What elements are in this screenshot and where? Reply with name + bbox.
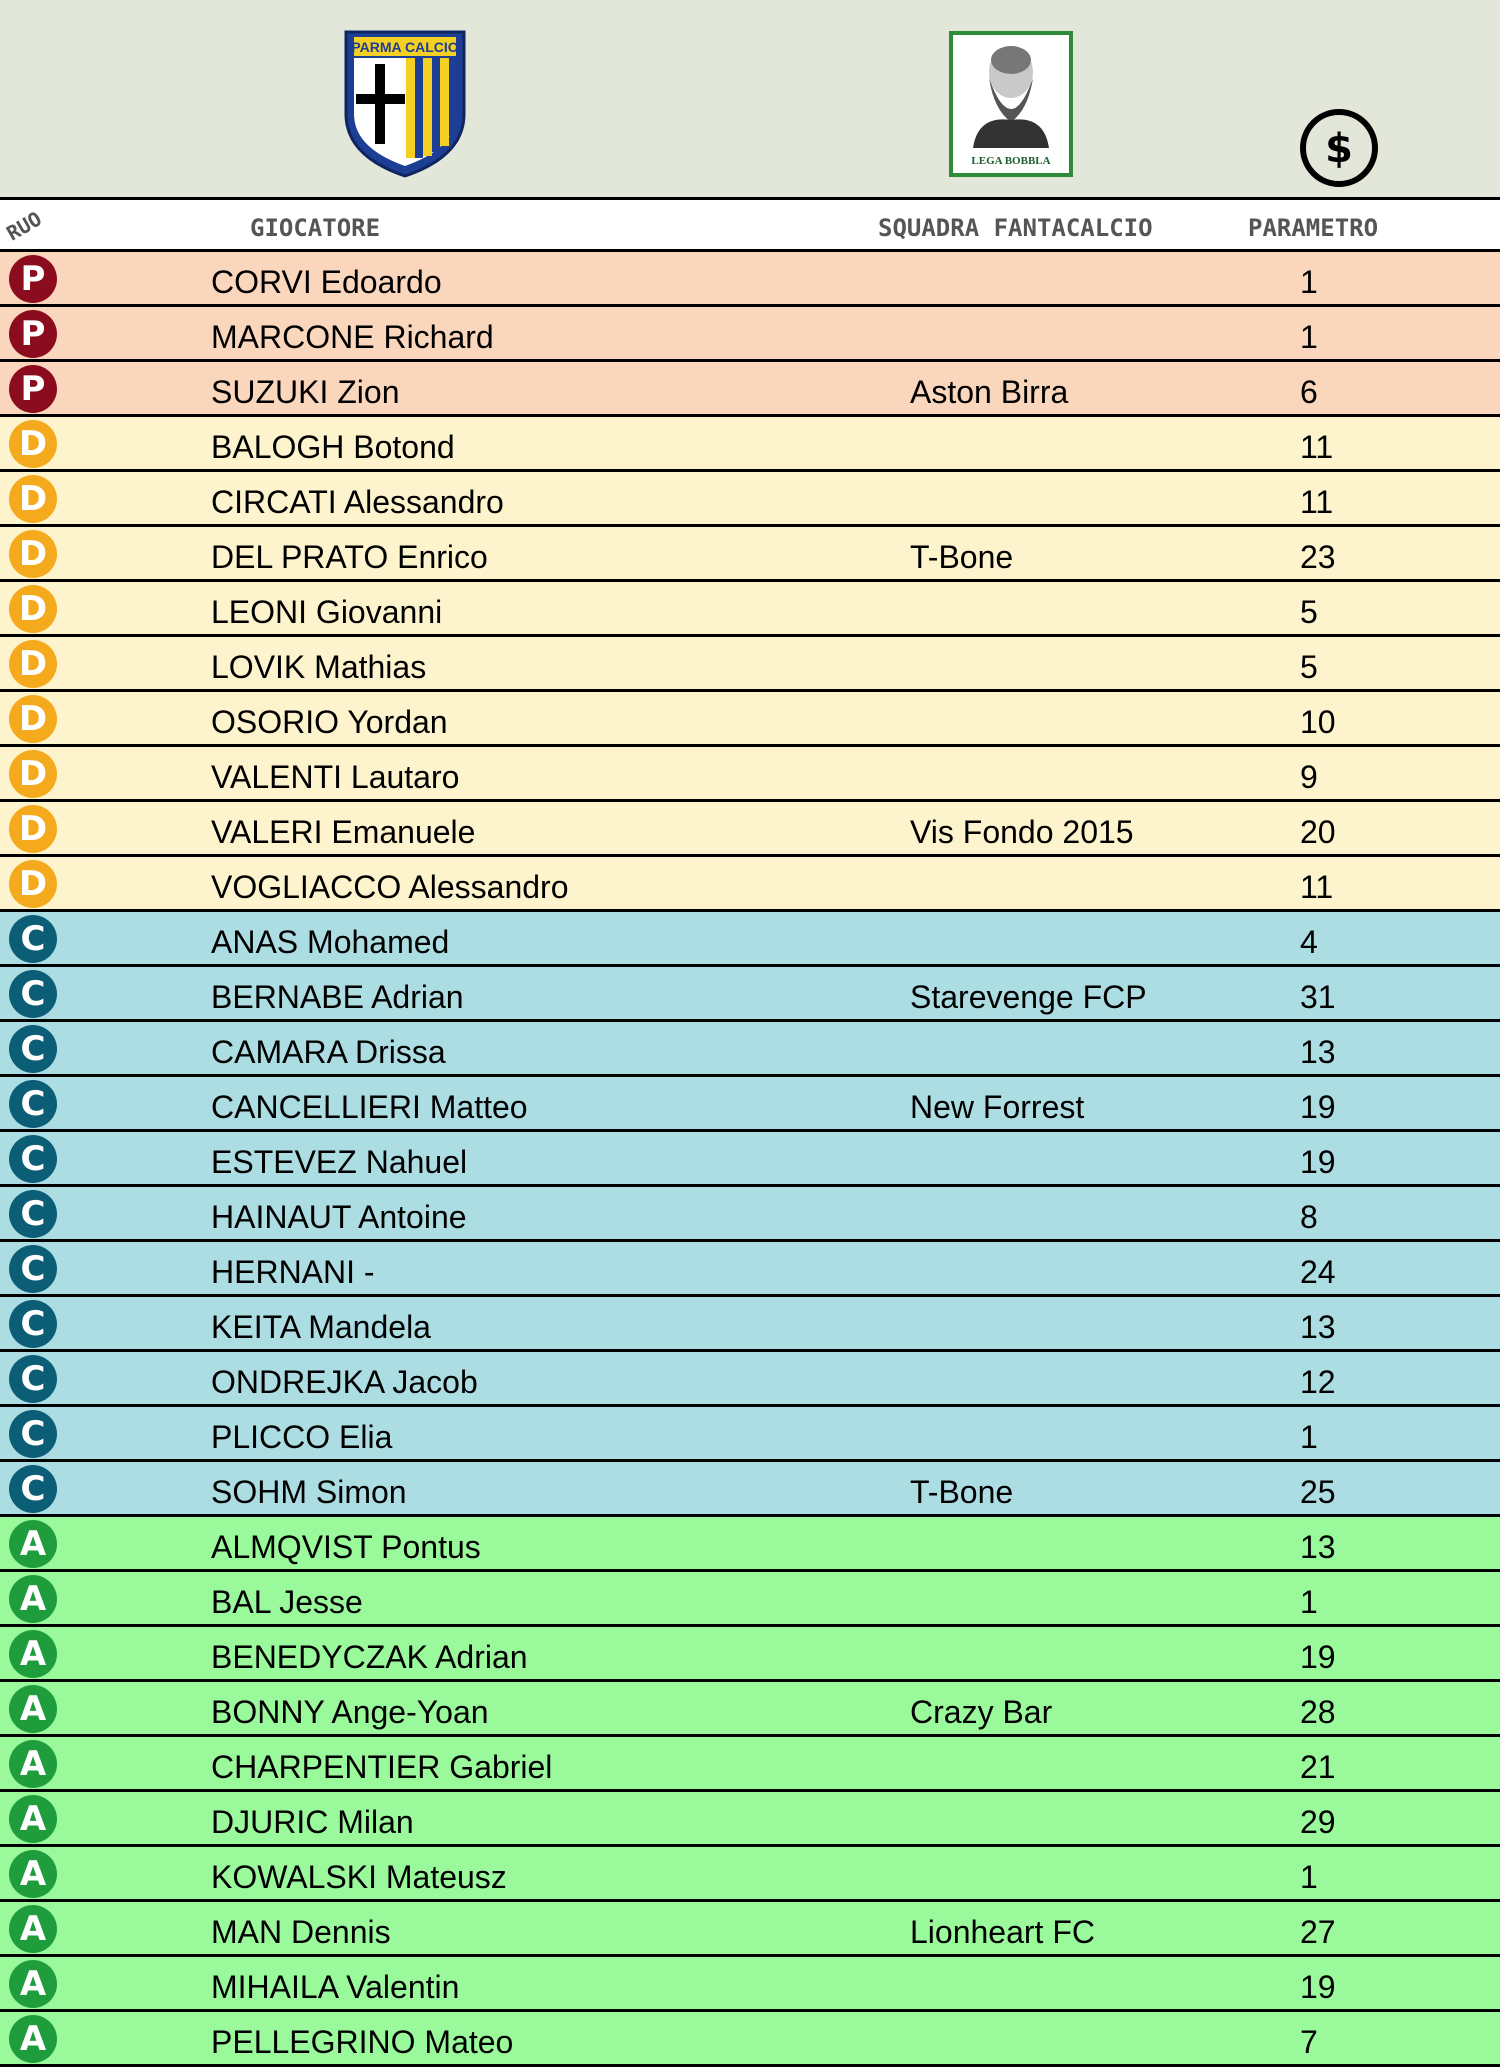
player-parametro: 21: [1300, 1749, 1336, 1785]
player-name: KEITA Mandela: [211, 1309, 431, 1345]
player-parametro: 6: [1300, 374, 1318, 410]
player-name: HERNANI -: [211, 1254, 375, 1290]
player-parametro: 28: [1300, 1694, 1336, 1730]
player-name: PELLEGRINO Mateo: [211, 2024, 514, 2060]
fanta-team: Crazy Bar: [910, 1694, 1053, 1730]
player-parametro: 27: [1300, 1914, 1336, 1950]
table-row[interactable]: [0, 2012, 1500, 2067]
role-badge: C: [9, 1410, 57, 1458]
role-badge: C: [9, 1135, 57, 1183]
table-row[interactable]: [0, 1462, 1500, 1517]
player-name: BERNABE Adrian: [211, 979, 464, 1015]
player-parametro: 4: [1300, 924, 1318, 960]
player-parametro: 13: [1300, 1034, 1336, 1070]
player-parametro: 24: [1300, 1254, 1336, 1290]
player-parametro: 13: [1300, 1529, 1336, 1565]
table-row[interactable]: [0, 747, 1500, 802]
player-name: BALOGH Botond: [211, 429, 455, 465]
player-name: ESTEVEZ Nahuel: [211, 1144, 468, 1180]
player-name: OSORIO Yordan: [211, 704, 448, 740]
player-name: CHARPENTIER Gabriel: [211, 1749, 553, 1785]
player-parametro: 19: [1300, 1639, 1336, 1675]
player-parametro: 11: [1300, 429, 1334, 465]
role-badge: C: [9, 1245, 57, 1293]
table-row[interactable]: [0, 1682, 1500, 1737]
player-parametro: 5: [1300, 649, 1318, 685]
role-badge: A: [9, 1630, 57, 1678]
player-parametro: 31: [1300, 979, 1336, 1015]
role-badge: A: [9, 1575, 57, 1623]
table-row[interactable]: [0, 1187, 1500, 1242]
player-name: MIHAILA Valentin: [211, 1969, 460, 2005]
player-parametro: 13: [1300, 1309, 1336, 1345]
dollar-icon: [1298, 107, 1380, 189]
role-badge: A: [9, 1905, 57, 1953]
table-row[interactable]: [0, 967, 1500, 1022]
table-row[interactable]: [0, 1022, 1500, 1077]
table-row[interactable]: [0, 1077, 1500, 1132]
player-parametro: 1: [1300, 264, 1318, 300]
player-parametro: 23: [1300, 539, 1336, 575]
player-name: ONDREJKA Jacob: [211, 1364, 478, 1400]
table-row[interactable]: [0, 802, 1500, 857]
player-parametro: 19: [1300, 1969, 1336, 2005]
player-name: CANCELLIERI Matteo: [211, 1089, 528, 1125]
player-parametro: 1: [1300, 319, 1318, 355]
player-table: [0, 252, 1500, 2067]
table-row[interactable]: [0, 1407, 1500, 1462]
lega-logo-text: LEGA BOBBLA: [971, 155, 1051, 167]
table-row[interactable]: [0, 307, 1500, 362]
table-row[interactable]: [0, 1297, 1500, 1352]
role-badge: A: [9, 1740, 57, 1788]
table-row[interactable]: [0, 472, 1500, 527]
player-name: VOGLIACCO Alessandro: [211, 869, 569, 905]
table-row[interactable]: [0, 1132, 1500, 1187]
table-row[interactable]: [0, 1902, 1500, 1957]
table-row[interactable]: [0, 362, 1500, 417]
player-name: LEONI Giovanni: [211, 594, 443, 630]
role-badge: A: [9, 1960, 57, 2008]
player-parametro: 20: [1300, 814, 1336, 850]
player-name: CIRCATI Alessandro: [211, 484, 504, 520]
role-badge: P: [9, 365, 57, 413]
table-row[interactable]: [0, 527, 1500, 582]
player-parametro: 7: [1300, 2024, 1318, 2060]
player-parametro: 12: [1300, 1364, 1336, 1400]
fanta-team: New Forrest: [910, 1089, 1085, 1125]
player-parametro: 25: [1300, 1474, 1336, 1510]
player-parametro: 11: [1300, 869, 1334, 905]
role-badge: C: [9, 915, 57, 963]
player-parametro: 5: [1300, 594, 1318, 630]
role-badge: A: [9, 1520, 57, 1568]
role-badge: C: [9, 1190, 57, 1238]
column-header-ruolo[interactable]: RUO: [2, 206, 46, 246]
player-name: CAMARA Drissa: [211, 1034, 446, 1070]
role-badge: D: [9, 640, 57, 688]
player-name: SUZUKI Zion: [211, 374, 400, 410]
table-row[interactable]: [0, 1792, 1500, 1847]
table-row[interactable]: [0, 1517, 1500, 1572]
role-badge: D: [9, 860, 57, 908]
role-badge: C: [9, 1080, 57, 1128]
fanta-team: T-Bone: [910, 1474, 1014, 1510]
role-badge: P: [9, 310, 57, 358]
table-row[interactable]: [0, 1572, 1500, 1627]
fanta-team: Lionheart FC: [910, 1914, 1095, 1950]
player-name: KOWALSKI Mateusz: [211, 1859, 507, 1895]
fanta-team: Vis Fondo 2015: [910, 814, 1134, 850]
table-row[interactable]: [0, 1957, 1500, 2012]
player-name: SOHM Simon: [211, 1474, 407, 1510]
role-badge: C: [9, 1025, 57, 1073]
table-row[interactable]: [0, 1627, 1500, 1682]
role-badge: D: [9, 475, 57, 523]
column-header-parametro[interactable]: PARAMETRO: [1248, 214, 1379, 242]
player-parametro: 9: [1300, 759, 1318, 795]
column-header-giocatore[interactable]: GIOCATORE: [250, 214, 381, 242]
table-row[interactable]: [0, 1737, 1500, 1792]
player-name: CORVI Edoardo: [211, 264, 442, 300]
table-row[interactable]: [0, 1352, 1500, 1407]
player-parametro: 29: [1300, 1804, 1336, 1840]
role-badge: A: [9, 2015, 57, 2063]
role-badge: C: [9, 1300, 57, 1348]
player-parametro: 1: [1300, 1419, 1318, 1455]
role-badge: D: [9, 420, 57, 468]
role-badge: P: [9, 255, 57, 303]
table-row[interactable]: [0, 252, 1500, 307]
table-row[interactable]: [0, 692, 1500, 747]
fanta-team: Starevenge FCP: [910, 979, 1147, 1015]
role-badge: D: [9, 805, 57, 853]
column-header-squadra[interactable]: SQUADRA FANTACALCIO: [878, 214, 1153, 242]
player-name: VALENTI Lautaro: [211, 759, 460, 795]
table-row[interactable]: [0, 1847, 1500, 1902]
player-name: VALERI Emanuele: [211, 814, 476, 850]
fanta-team: Aston Birra: [910, 374, 1069, 410]
header-band: [0, 0, 1500, 197]
role-badge: C: [9, 1465, 57, 1513]
role-badge: A: [9, 1685, 57, 1733]
player-name: MAN Dennis: [211, 1914, 391, 1950]
table-row[interactable]: [0, 582, 1500, 637]
player-name: LOVIK Mathias: [211, 649, 427, 685]
player-parametro: 11: [1300, 484, 1334, 520]
lega-portrait-logo: [948, 30, 1074, 178]
role-badge: D: [9, 530, 57, 578]
table-row[interactable]: [0, 1242, 1500, 1297]
player-parametro: 1: [1300, 1584, 1318, 1620]
role-badge: A: [9, 1850, 57, 1898]
player-name: MARCONE Richard: [211, 319, 494, 355]
table-row[interactable]: [0, 417, 1500, 472]
player-name: PLICCO Elia: [211, 1419, 393, 1455]
table-row[interactable]: [0, 912, 1500, 967]
player-name: ANAS Mohamed: [211, 924, 450, 960]
role-badge: C: [9, 970, 57, 1018]
player-parametro: 10: [1300, 704, 1336, 740]
role-badge: A: [9, 1795, 57, 1843]
role-badge: C: [9, 1355, 57, 1403]
table-row[interactable]: [0, 637, 1500, 692]
role-badge: D: [9, 585, 57, 633]
player-parametro: 19: [1300, 1144, 1336, 1180]
player-parametro: 1: [1300, 1859, 1318, 1895]
player-name: BONNY Ange-Yoan: [211, 1694, 489, 1730]
role-badge: D: [9, 750, 57, 798]
player-name: BAL Jesse: [211, 1584, 363, 1620]
parma-calcio-crest-logo: [340, 28, 470, 178]
crest-text: PARMA CALCIO: [351, 39, 459, 55]
role-badge: D: [9, 695, 57, 743]
player-name: BENEDYCZAK Adrian: [211, 1639, 528, 1675]
player-name: ALMQVIST Pontus: [211, 1529, 481, 1565]
player-name: HAINAUT Antoine: [211, 1199, 467, 1235]
svg-text:$: $: [1325, 126, 1353, 172]
player-parametro: 19: [1300, 1089, 1336, 1125]
fanta-team: T-Bone: [910, 539, 1014, 575]
player-name: DJURIC Milan: [211, 1804, 414, 1840]
player-parametro: 8: [1300, 1199, 1318, 1235]
table-row[interactable]: [0, 857, 1500, 912]
player-name: DEL PRATO Enrico: [211, 539, 488, 575]
column-header-row: [0, 197, 1500, 252]
